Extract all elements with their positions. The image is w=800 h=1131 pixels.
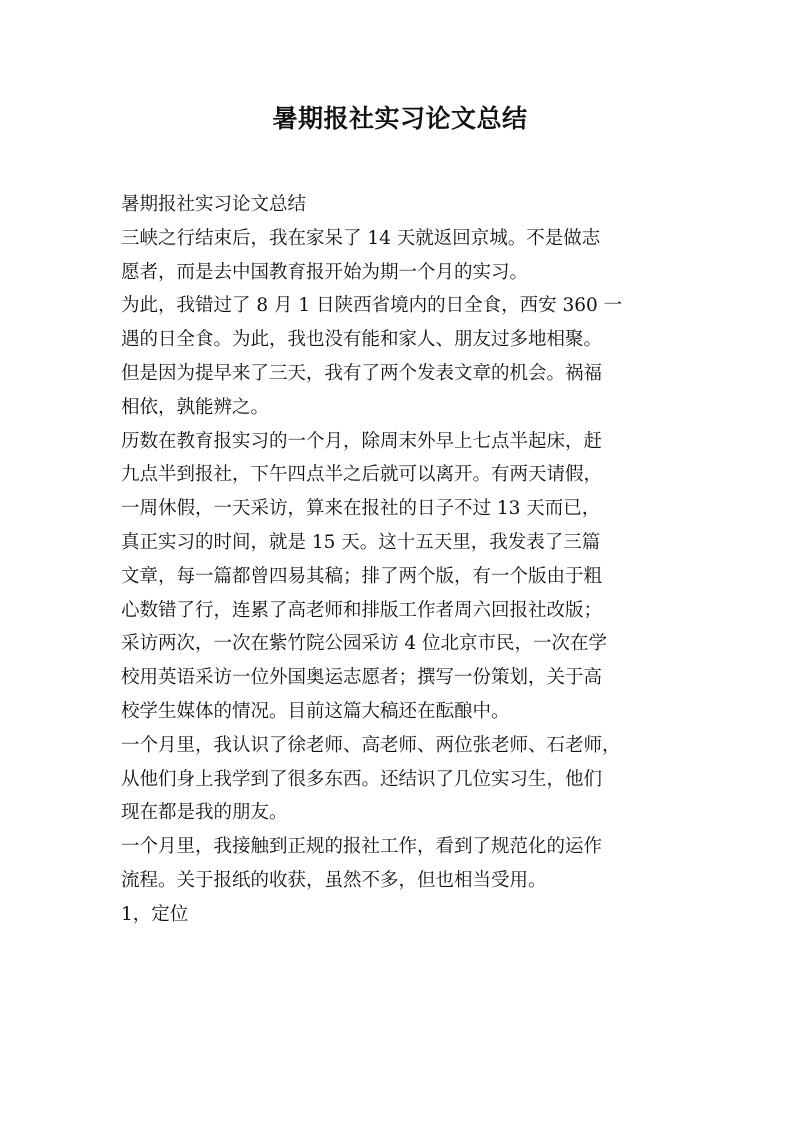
text-line: 但是因为提早来了三天，我有了两个发表文章的机会。祸福 [121,362,603,384]
text-line: 心数错了行，连累了高老师和排版工作者周六回报社改版； [121,599,603,621]
text-line: 一周休假，一天采访，算来在报社的日子不过 13 天而已， [121,498,601,520]
text-line: 九点半到报社，下午四点半之后就可以离开。有两天请假， [121,464,603,486]
text-line: 文章，每一篇都曾四易其稿；排了两个版，有一个版由于粗 [121,565,603,587]
text-line: 一个月里，我接触到正规的报社工作，看到了规范化的运作 [121,836,603,858]
document-body [121,188,689,932]
text-line: 一个月里，我认识了徐老师、高老师、两位张老师、石老师， [121,734,621,756]
text-line: 三峡之行结束后，我在家呆了 14 天就返回京城。不是做志 [121,227,601,249]
text-line: 历数在教育报实习的一个月，除周末外早上七点半起床，赶 [121,430,603,452]
text-line: 暑期报社实习论文总结 [121,194,307,215]
text-line: 相依，孰能辨之。 [121,396,270,418]
text-line: 1，定位 [121,903,189,925]
text-line: 现在都是我的朋友。 [121,802,288,824]
text-line: 为此，我错过了 8 月 1 日陕西省境内的日全食，西安 360 一 [121,295,623,317]
text-line: 校学生媒体的情况。目前这篇大稿还在酝酿中。 [121,700,510,722]
text-line: 愿者，而是去中国教育报开始为期一个月的实习。 [121,261,529,283]
text-line: 流程。关于报纸的收获，虽然不多，但也相当受用。 [121,869,547,891]
document-title: 暑期报社实习论文总结 [272,104,528,133]
text-line: 真正实习的时间，就是 15 天。这十五天里，我发表了三篇 [121,531,601,553]
text-line: 校用英语采访一位外国奥运志愿者；撰写一份策划，关于高 [121,667,603,689]
text-line: 从他们身上我学到了很多东西。还结识了几位实习生，他们 [121,768,603,790]
text-line: 采访两次，一次在紫竹院公园采访 4 位北京市民，一次在学 [121,633,608,655]
text-line: 遇的日全食。为此，我也没有能和家人、朋友过多地相聚。 [121,329,603,351]
